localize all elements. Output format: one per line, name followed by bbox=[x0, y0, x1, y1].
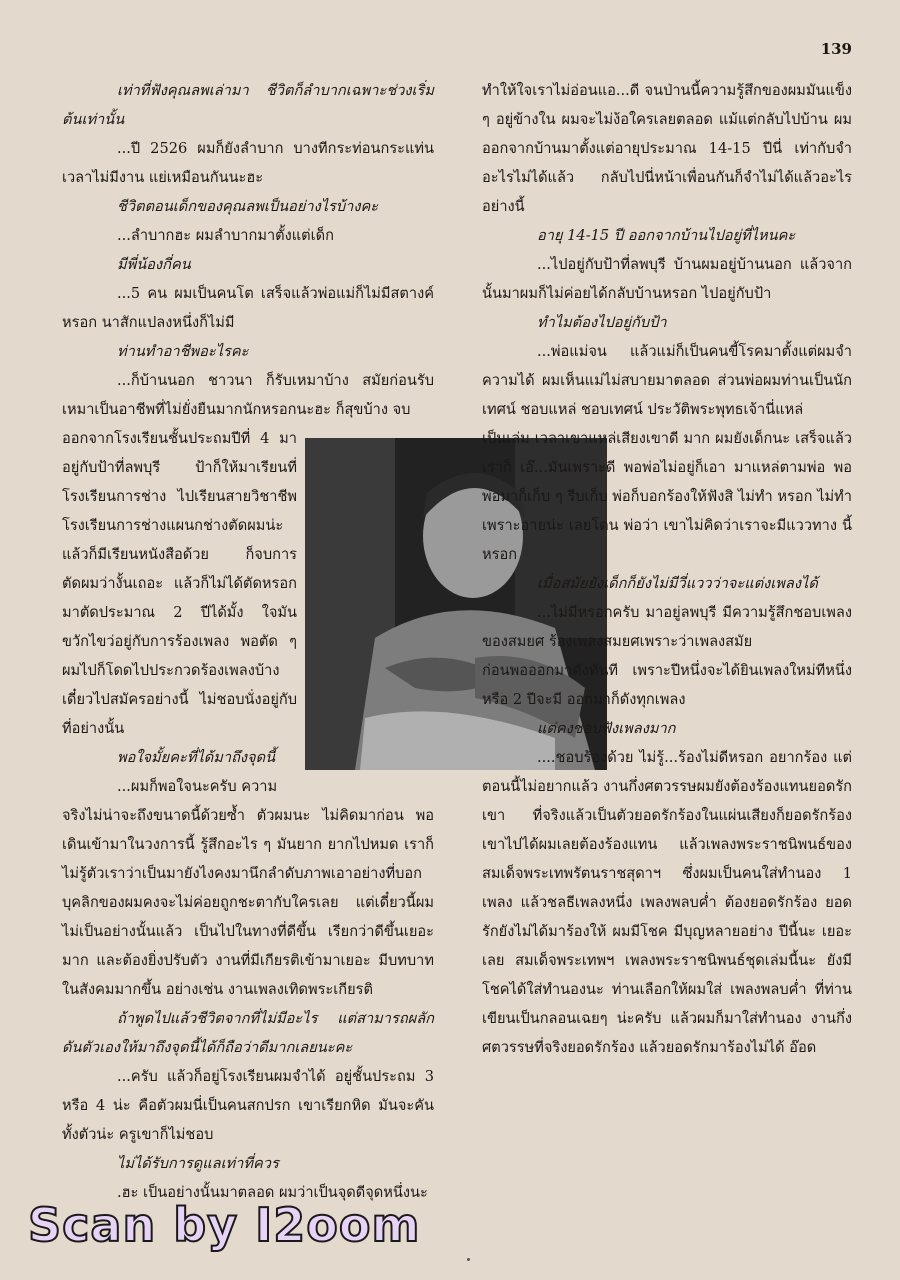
question-6: ถ้าพูดไปแล้วชีวิตจากที่ไม่มีอะไร แต่สามารถผลักดันตัวเองให้มาถึงจุดนี้ได้ก็ถือว่าดีมากเลยนะคะ bbox=[62, 1010, 434, 1056]
answer-7-continued: ทำให้ใจเราไม่อ่อนแอ...ดี จนป่านนี้ความรู้สึกของผมมันแข็ง ๆ อยู่ข้างใน ผมจะไม่ง้อใครเลยตลอด แม้แต่กลับไปบ้าน ผมออกจากบ้านมาตั้งแต่อายุประมาณ 14-15 ปีนี่ เท่ากับจำอะไรไม่ได้แล้ว กลับไปนี่หน้าเพื่อนกันก็จำไม่ได้แล้วอะไรอย่างนี้ bbox=[482, 82, 852, 215]
question-4: ท่านทำอาชีพอะไรคะ bbox=[117, 343, 249, 360]
question-10: เมื่อสมัยยังเด็กก็ยังไม่มีวี่แววว่าจะแต่งเพลงได้ bbox=[537, 575, 818, 592]
question-11: แต่คงชอบฟังเพลงมาก bbox=[537, 720, 676, 737]
answer-1: ...ปี 2526 ผมก็ยังลำบาก บางทีกระท่อนกระแท่น เวลาไม่มีงาน แย่เหมือนกันนะฮะ bbox=[62, 140, 434, 186]
page-number: 139 bbox=[820, 40, 852, 58]
answer-4: ...ก็บ้านนอก ชาวนา ก็รับเหมาบ้าง สมัยก่อนรับเหมาเป็นอาชีพที่ไม่ยั่งยืนมากนักหรอกนะฮะ ก็สุขบ้าง จบ bbox=[62, 372, 434, 418]
question-3: มีพี่น้องกี่คน bbox=[117, 256, 191, 273]
answer-9: ...พ่อแม่จน แล้วแม่ก็เป็นคนขี้โรคมาตั้งแต่ผมจำความได้ ผมเห็นแม่ไม่สบายมาตลอด ส่วนพ่อผมท่านเป็นนักเทศน์ ชอบแหล่ ชอบเทศน์ ประวัติพระพุทธเจ้านี่แหล่ bbox=[482, 343, 852, 418]
question-9: ทำไมต้องไปอยู่กับป้า bbox=[537, 314, 667, 331]
answer-5-continued: จริงไม่น่าจะถึงขนาดนี้ด้วยซ้ำ ตัวผมนะ ไม่คิดมาก่อน พอเดินเข้ามาในวงการนี้ รู้สึกอะไร ๆ มันยาก ยากไปหมด เราก็ไม่รู้ตัวเราว่าเป็นมายังไงคงมานึกลำดับภาพเอาอย่างที่บอก บุคลิกของผมคงจะไม่ค่อยถูกชะตากับใครเลย แต่เดี๋ยวนี้ผมไม่เป็นอย่างนั้นแล้ว เป็นไปในทางที่ดีขึ้น เรียกว่าดีขึ้นเยอะมาก และต้องยิ่งปรับตัว งานที่มีเกียรติเข้ามาเยอะ มีบทบาทในสังคมมากขึ้น อย่างเช่น งานเพลงเทิดพระเกียรติ bbox=[62, 807, 434, 998]
answer-4-continued: ออกจากโรงเรียนชั้นประถมปีที่ 4 มาอยู่กับป้าที่ลพบุรี ป้าก็ให้มาเรียนที่โรงเรียนการช่าง ไปเรียนสายวิชาชีพ โรงเรียนการช่างแผนกช่างตัดผมน่ะ แล้วก็มีเรียนหนังสือด้วย ก็จบการตัดผมว่างั้นเถอะ แล้วก็ไม่ได้ตัดหรอก มาตัดประมาณ 2 ปีได้มั้ง ใจมันขวักไขว่อยู่กับการร้องเพลง พอตัด ๆ ผมไปก็โดดไปประกวดร้องเพลงบ้าง เดี๋ยวไปสมัครอย่างนี้ ไม่ชอบนั่งอยู่กับที่อย่างนั้น bbox=[62, 430, 297, 737]
question-1: เท่าที่ฟังคุณลพเล่ามา ชีวิตก็ลำบากเฉพาะช่วงเริ่มต้นเท่านั้น bbox=[62, 82, 434, 128]
answer-9-continued: เป็นเล่ม เวลาเขาแหล่เสียงเขาดี มาก ผมยังเด็กนะ เสร็จแล้วเราก็ เอ๊...มันเพราะดี พอพ่อไม่อยู่ก็เอา มาแหล่ตามพ่อ พอพ่อมาก็เก็บ ๆ รีบเก็บ พ่อก็บอกร้องให้ฟังสิ ไม่ทำ หรอก ไม่ทำ เพราะอายน่ะ เลยโดน พ่อว่า เขาไม่คิดว่าเราจะมีแววทาง นี้หรอก bbox=[482, 430, 852, 563]
question-8: อายุ 14-15 ปี ออกจากบ้านไปอยู่ที่ไหนคะ bbox=[537, 227, 796, 244]
answer-5: ...ผมก็พอใจนะครับ ความ bbox=[117, 778, 278, 795]
question-2: ชีวิตตอนเด็กของคุณลพเป็นอย่างไรบ้างคะ bbox=[117, 198, 379, 215]
answer-11: ....ชอบร้องด้วย ไม่รู้...ร้องไม่ดีหรอก อยากร้อง แต่ตอนนี้ไม่อยากแล้ว งานกึ่งศตวรรษผมยังต้องร้องแทนยอดรักเขา ที่จริงแล้วเป็นตัวยอดรักร้องในแผ่นเสียงก็ยอดรักร้องเขาไปได้ผมเลยต้องร้องแทน แล้วเพลงพระราชนิพนธ์ของสมเด็จพระเทพรัตนราชสุดาฯ ซึ่งผมเป็นคนใส่ทำนอง 1 เพลง แล้วชลธีเพลงหนึ่ง เพลงพลบค่ำ ต้องยอดรักร้อง ยอดรักยังไม่ได้มาร้องให้ ผมมีโชค มีบุญหลายอย่าง ปีนี้นะ เยอะเลย สมเด็จพระเทพฯ เพลงพระราชนิพนธ์ชุดเล่มนี้นะ ยังมีโชคได้ใส่ทำนองนะ ท่านเลือกให้ผมใส่ เพลงพลบค่ำ ที่ท่านเขียนเป็นกลอนเฉยๆ น่ะครับ แล้วผมก็มาใส่ทำนอง งานกึ่งศตวรรษที่จริงยอดรักร้อง แล้วยอดรักมาร้องไม่ได้ อ๊อด bbox=[482, 749, 852, 1056]
answer-6: ...ครับ แล้วก็อยู่โรงเรียนผมจำได้ อยู่ชั้นประถม 3 หรือ 4 น่ะ คือตัวผมนี่เป็นคนสกปรก เขาเรียกหิด มันจะคันทั้งตัวน่ะ ครูเขาก็ไม่ชอบ bbox=[62, 1068, 434, 1143]
question-7: ไม่ได้รับการดูแลเท่าที่ควร bbox=[117, 1155, 279, 1172]
answer-10: ...ไม่มีหรอกครับ มาอยู่ลพบุรี มีความรู้สึกชอบเพลงของสมยศ ร้องเพลงสมยศเพราะว่าเพลงสมัย bbox=[482, 604, 852, 650]
answer-2: ...ลำบากฮะ ผมลำบากมาตั้งแต่เด็ก bbox=[117, 227, 334, 244]
answer-3: ...5 คน ผมเป็นคนโต เสร็จแล้วพ่อแม่ก็ไม่มีสตางค์หรอก นาสักแปลงหนึ่งก็ไม่มี bbox=[62, 285, 434, 331]
answer-10-continued: ก่อนพอออกมาดังทันที เพราะปีหนึ่งจะได้ยินเพลงใหม่ทีหนึ่งหรือ 2 ปีจะมี ออกมาก็ดังทุกเพลง bbox=[482, 662, 852, 708]
scan-watermark: Scan by I2oom bbox=[28, 1198, 421, 1252]
answer-7: .ฮะ เป็นอย่างนั้นมาตลอด ผมว่าเป็นจุดดีจุดหนึ่งนะ bbox=[117, 1184, 428, 1201]
right-column bbox=[482, 76, 852, 1062]
page-dot bbox=[467, 1258, 470, 1261]
answer-8: ...ไปอยู่กับป้าที่ลพบุรี บ้านผมอยู่บ้านนอก แล้วจากนั้นมาผมก็ไม่ค่อยได้กลับบ้านหรอก ไปอยู่กับป้า bbox=[482, 256, 852, 302]
question-5: พอใจมั้ยคะที่ได้มาถึงจุดนี้ bbox=[117, 749, 276, 766]
